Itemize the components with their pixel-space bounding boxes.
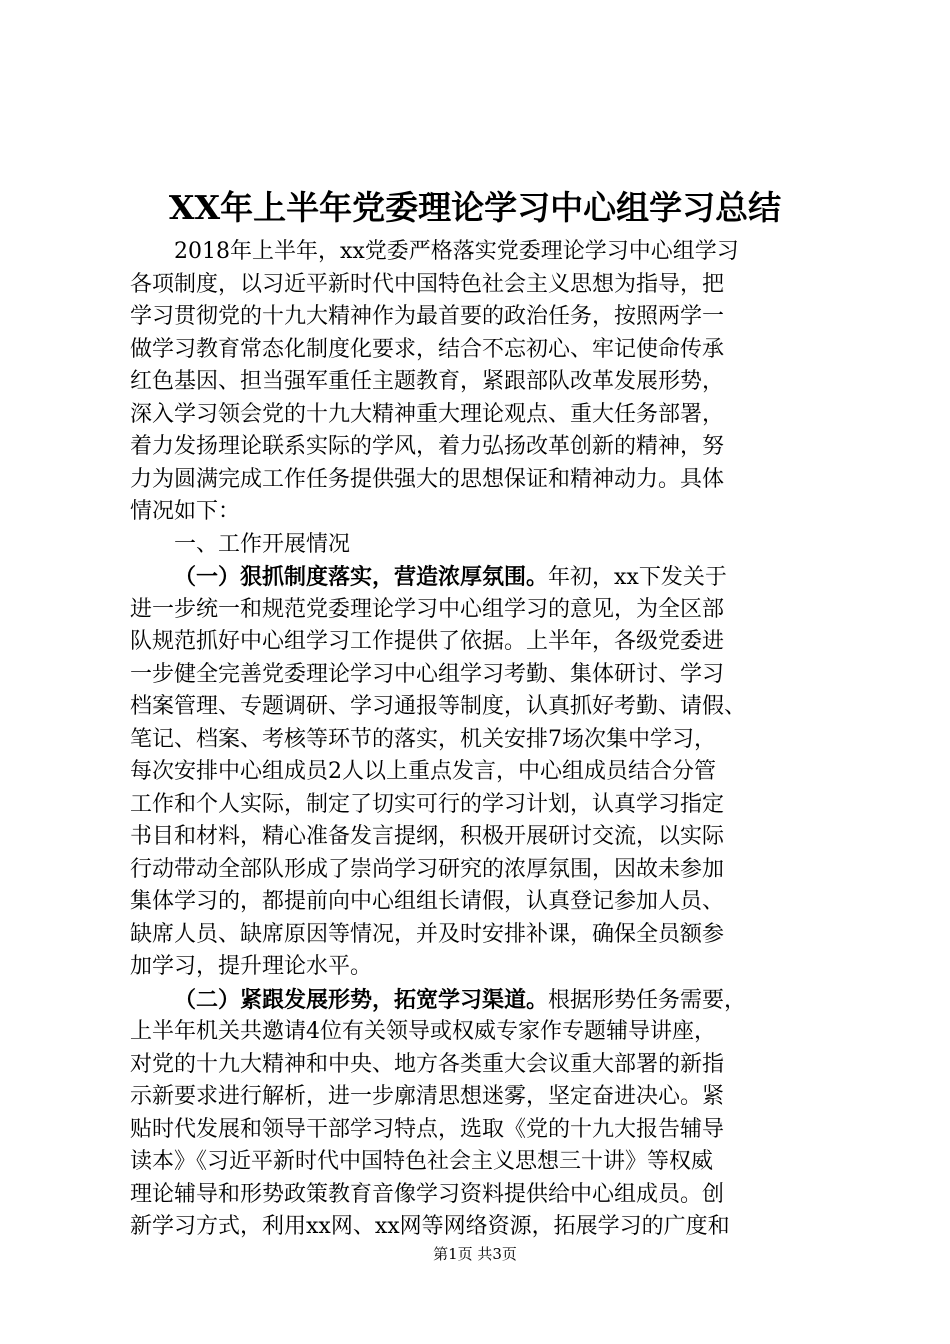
intro-line: 各项制度，以习近平新时代中国特色社会主义思想为指导，把 (130, 271, 725, 297)
paragraph-line: 理论辅导和形势政策教育音像学习资料提供给中心组成员。创 (130, 1181, 725, 1207)
intro-line: 学习贯彻党的十九大精神作为最首要的政治任务，按照两学一 (130, 304, 725, 329)
paragraph-line: 贴时代发展和领导干部学习特点，选取《党的十九大报告辅导 (130, 1116, 725, 1142)
paragraph-line: 加学习，提升理论水平。 (130, 954, 373, 979)
intro-line: 做学习教育常态化制度化要求，结合不忘初心、牢记使命传承 (130, 336, 725, 362)
document-body (130, 236, 830, 1244)
intro-line: 力为圆满完成工作任务提供强大的思想保证和精神动力。具体 (130, 466, 725, 492)
intro-line: 红色基因、担当强军重任主题教育，紧跟部队改革发展形势， (130, 369, 725, 394)
paragraph-lead: （一）狠抓制度落实，营造浓厚氛围。 (174, 564, 549, 590)
document-title: XX年上半年党委理论学习中心组学习总结 (168, 188, 782, 227)
paragraph-line: 上半年机关共邀请4位有关领导或权威专家作专题辅导讲座， (130, 1019, 716, 1044)
paragraph-line: 读本》《习近平新时代中国特色社会主义思想三十讲》等权威 (130, 1149, 714, 1174)
intro-line: 情况如下： (130, 499, 241, 524)
paragraph-line: 每次安排中心组成员2人以上重点发言，中心组成员结合分管 (130, 759, 716, 784)
paragraph-line: 对党的十九大精神和中央、地方各类重大会议重大部署的新指 (130, 1051, 725, 1077)
paragraph-line: 一步健全完善党委理论学习中心组学习考勤、集体研讨、学习 (130, 661, 725, 687)
paragraph-line: 缺席人员、缺席原因等情况，并及时安排补课，确保全员额参 (130, 921, 725, 947)
page-footer: 第1页 共3页 (433, 1245, 517, 1263)
paragraph-line: 书目和材料，精心准备发言提纲，积极开展研讨交流，以实际 (130, 824, 725, 849)
section-heading: 一、工作开展情况 (174, 531, 351, 557)
intro-line: 深入学习领会党的十九大精神重大理论观点、重大任务部署， (130, 401, 725, 427)
paragraph-line: 新学习方式，利用xx网、xx网等网络资源，拓展学习的广度和 (130, 1214, 730, 1239)
paragraph-line: 笔记、档案、考核等环节的落实，机关安排7场次集中学习， (130, 726, 716, 752)
paragraph-line: 队规范抓好中心组学习工作提供了依据。上半年，各级党委进 (130, 629, 725, 654)
intro-line: 着力发扬理论联系实际的学风，着力弘扬改革创新的精神，努 (130, 434, 725, 459)
paragraph-line: 示新要求进行解析，进一步廓清思想迷雾，坚定奋进决心。紧 (130, 1084, 725, 1109)
paragraph-line: 工作和个人实际，制定了切实可行的学习计划，认真学习指定 (130, 791, 725, 817)
paragraph-line: 进一步统一和规范党委理论学习中心组学习的意见，为全区部 (130, 596, 725, 622)
paragraph-text: 根据形势任务需要， (548, 987, 747, 1013)
intro-line: 2018年上半年，xx党委严格落实党委理论学习中心组学习 (174, 239, 739, 264)
paragraph-line: 集体学习的，都提前向中心组组长请假，认真登记参加人员、 (130, 889, 725, 914)
paragraph-line: 档案管理、专题调研、学习通报等制度，认真抓好考勤、请假、 (130, 694, 747, 719)
paragraph-line: 行动带动全部队形成了崇尚学习研究的浓厚氛围，因故未参加 (130, 856, 725, 882)
paragraph-first-line (130, 561, 830, 594)
paragraph-lead: （二）紧跟发展形势，拓宽学习渠道。 (174, 986, 549, 1013)
paragraph-first-line (130, 984, 830, 1017)
paragraph-text: 年初，xx下发关于 (548, 565, 727, 590)
